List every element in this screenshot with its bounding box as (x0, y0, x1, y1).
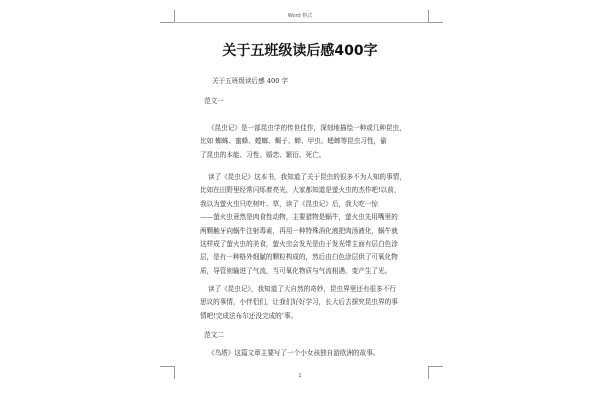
paragraph-line: 读了《昆虫记》，我知道了大自然的奇妙，昆虫界里还有很多不行 (208, 285, 396, 293)
paragraph-line: 了昆虫的本能、习性、婚恋、繁衍、死亡。 (200, 150, 326, 159)
document-title: 关于五班级读后感400字 (222, 43, 378, 59)
paragraph-line: 比如在田野里经常闪烁着亮光，大家都知道是萤火虫的杰作吧!以前， (200, 186, 401, 195)
paragraph-line: 两颗触牙向蜗牛注射毒素，再用一种特殊消化液把肉汤液化，蜗牛就 (200, 226, 398, 235)
section-label-one: 范文一 (204, 97, 224, 105)
paragraph-line: 读了《昆虫记》这本书，我知道了关于昆虫的很多不为人知的事情， (208, 173, 406, 181)
paragraph-line: 质，导管则输进了气流，当可氧化物质与气流相遇，变产生了光。 (200, 266, 392, 275)
paragraph-line: 层，是有一种格外细腻的颗粒构成的，然后由白色涂层供了可氧化物 (200, 253, 398, 262)
paragraph-line: 情吧!完成法布尔还没完成的’事。 (200, 311, 298, 320)
paragraph-one (200, 122, 412, 162)
page-header-label: Word 格式 (287, 13, 313, 19)
paragraph-three (200, 283, 412, 323)
paragraph-line: 我以为萤火虫只吃树叶、草，读了《昆虫记》后，我大吃一惊 (200, 199, 379, 208)
document-subtitle: 关于五班级读后感 400 字 (212, 77, 289, 85)
page-number: 1 (298, 373, 302, 379)
paragraph-line: 思议的事情，小伴侣们，让我们好好学习，长大后去探究昆虫界的事 (200, 298, 398, 307)
paragraph-line: 比如 蜘蛛、蜜蜂、螳螂、蝎子、蝉、甲虫、蟋蟀等昆虫习性，偷 (200, 137, 387, 146)
paragraph-line: ——萤火虫竟然是肉食性动物，主要猎物是蜗牛，萤火虫先用嘴里的 (200, 213, 398, 222)
paragraph-four: 《鸟塔》这篇文章主要写了一个小女孩独自游欧洲的故事。 (208, 349, 380, 357)
paragraph-two (200, 171, 412, 278)
paragraph-line: 《昆虫记》是一部昆虫学的传世佳作，深刻地描绘一种或几种昆虫， (208, 124, 406, 132)
section-label-two: 范文二 (204, 331, 224, 339)
paragraph-line: 这样成了萤火虫的美食，萤火虫会发光是由于发光带主面有层白色涂 (200, 240, 398, 249)
header-divider (174, 22, 428, 23)
